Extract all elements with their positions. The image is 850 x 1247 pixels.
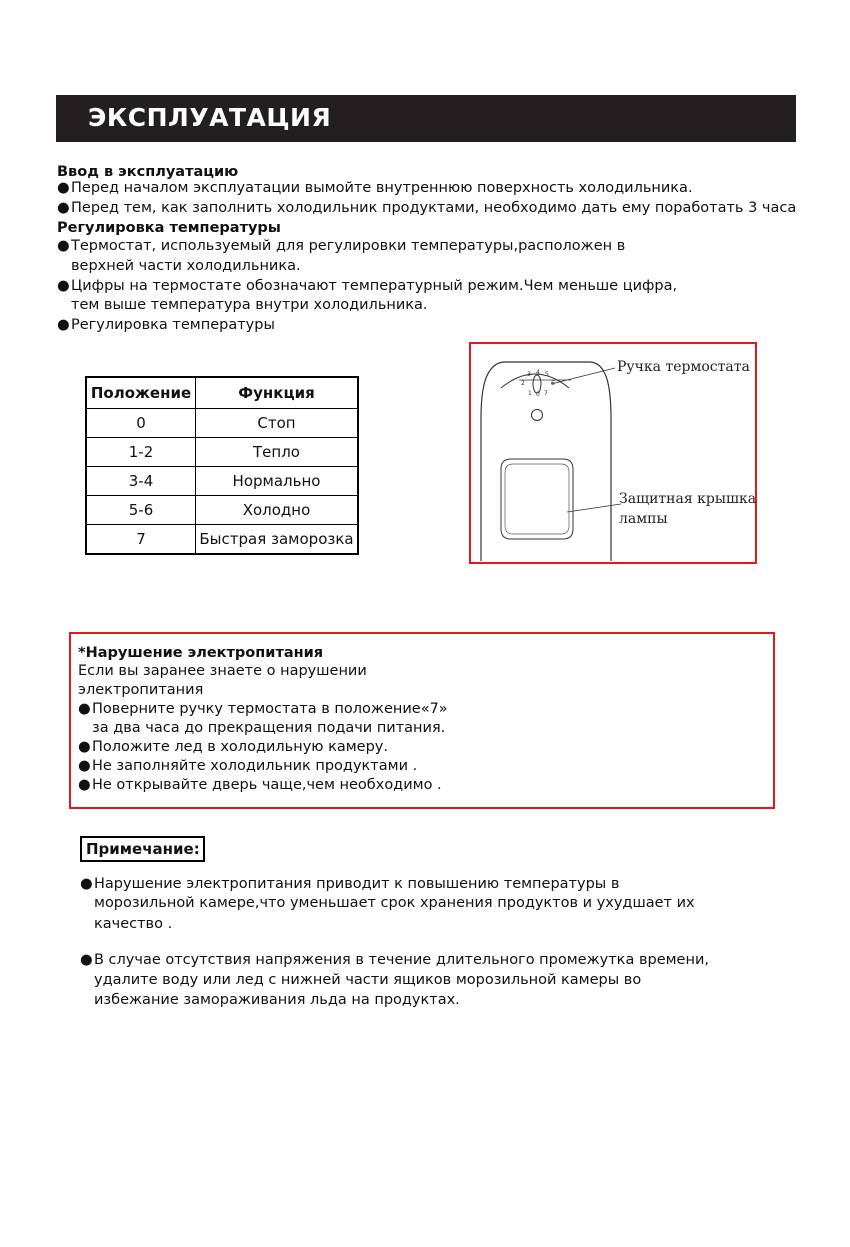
list-item-continuation: верхней части холодильника. bbox=[71, 258, 301, 274]
thermostat-table bbox=[85, 376, 359, 555]
power-failure-heading: *Нарушение электропитания bbox=[78, 645, 324, 661]
temperature-heading: Регулировка температуры bbox=[57, 220, 281, 236]
dial-number: 7 bbox=[544, 390, 548, 397]
table-cell: Холодно bbox=[196, 496, 359, 525]
knob-label: Ручка термостата bbox=[617, 359, 750, 375]
bullet-icon: ● bbox=[80, 876, 93, 892]
section-header bbox=[56, 95, 796, 142]
lamp-cover-inner bbox=[505, 464, 569, 534]
lamp-leader-line bbox=[567, 504, 621, 512]
table-cell: Тепло bbox=[196, 438, 359, 467]
table-cell: Стоп bbox=[196, 409, 359, 438]
thermostat-diagram bbox=[469, 342, 757, 564]
table-cell: 5-6 bbox=[86, 496, 196, 525]
list-item: ●Регулировка температуры bbox=[57, 317, 275, 333]
lamp-cover-outline bbox=[501, 459, 573, 539]
commissioning-heading: Ввод в эксплуатацию bbox=[57, 164, 239, 180]
dial-number: 5 bbox=[545, 371, 549, 378]
list-item: ●В случае отсутствия напряжения в течение длительного промежутка времени, bbox=[80, 952, 709, 968]
bullet-icon: ● bbox=[57, 238, 70, 254]
table-cell: 7 bbox=[86, 525, 196, 555]
column-header-position: Положение bbox=[86, 377, 196, 409]
table-row bbox=[86, 496, 358, 525]
table-row bbox=[86, 525, 358, 555]
dial-number: 3 bbox=[527, 371, 531, 378]
table-cell: 1-2 bbox=[86, 438, 196, 467]
refrigerator-housing-illustration bbox=[471, 344, 755, 562]
power-failure-box bbox=[69, 632, 775, 809]
column-header-function: Функция bbox=[196, 377, 359, 409]
list-item-continuation: морозильной камере,что уменьшает срок хранения продуктов и ухудшает их bbox=[94, 895, 695, 911]
bullet-icon: ● bbox=[78, 777, 91, 793]
table-cell: Нормально bbox=[196, 467, 359, 496]
bullet-icon: ● bbox=[57, 200, 70, 216]
list-item-continuation: качество . bbox=[94, 916, 173, 932]
table-cell: Быстрая заморозка bbox=[196, 525, 359, 555]
table-row bbox=[86, 467, 358, 496]
lamp-cover-label-line2: лампы bbox=[619, 511, 668, 527]
table-cell: 3-4 bbox=[86, 467, 196, 496]
bullet-icon: ● bbox=[78, 701, 91, 717]
bullet-icon: ● bbox=[78, 758, 91, 774]
bullet-icon: ● bbox=[57, 180, 70, 196]
bullet-icon: ● bbox=[80, 952, 93, 968]
table-cell: 0 bbox=[86, 409, 196, 438]
list-item-continuation: удалите воду или лед с нижней части ящиков морозильной камеры во bbox=[94, 972, 642, 988]
dial-number: 0 bbox=[536, 391, 540, 398]
list-item: ●Положите лед в холодильную камеру. bbox=[78, 739, 388, 755]
power-failure-intro-line2: электропитания bbox=[78, 682, 204, 698]
power-failure-intro-line1: Если вы заранее знаете о нарушении bbox=[78, 663, 367, 679]
list-item: ●Цифры на термостате обозначают температурный режим.Чем меньше цифра, bbox=[57, 278, 678, 294]
list-item-continuation: тем выше температура внутри холодильника. bbox=[71, 297, 428, 313]
dial-number: 1 bbox=[528, 390, 532, 397]
list-item: ●Не открывайте дверь чаще,чем необходимо . bbox=[78, 777, 442, 793]
list-item-continuation: избежание замораживания льда на продуктах. bbox=[94, 992, 460, 1008]
table-row bbox=[86, 409, 358, 438]
list-item: ●Не заполняйте холодильник продуктами . bbox=[78, 758, 418, 774]
page-title: ЭКСПЛУАТАЦИЯ bbox=[88, 103, 332, 132]
list-item: ●Нарушение электропитания приводит к повышению температуры в bbox=[80, 876, 620, 892]
lamp-cover-label-line1: Защитная крышка bbox=[619, 491, 757, 507]
list-item: ●Перед началом эксплуатации вымойте внутреннюю поверхность холодильника. bbox=[57, 180, 693, 196]
table-row bbox=[86, 438, 358, 467]
list-item-continuation: за два часа до прекращения подачи питания. bbox=[92, 720, 446, 736]
dial-number: 2 bbox=[521, 380, 525, 387]
bullet-icon: ● bbox=[78, 739, 91, 755]
note-label-box bbox=[80, 836, 205, 862]
list-item: ●Перед тем, как заполнить холодильник продуктами, необходимо дать ему поработать 3 часа bbox=[57, 200, 797, 216]
bullet-icon: ● bbox=[57, 317, 70, 333]
list-item: ●Термостат, используемый для регулировки температуры,расположен в bbox=[57, 238, 626, 254]
list-item: ●Поверните ручку термостата в положение«7» bbox=[78, 701, 448, 717]
note-label: Примечание: bbox=[86, 840, 200, 858]
indicator-light-icon bbox=[532, 410, 543, 421]
dial-number: 4 bbox=[536, 369, 540, 376]
table-header-row bbox=[86, 377, 358, 409]
bullet-icon: ● bbox=[57, 278, 70, 294]
